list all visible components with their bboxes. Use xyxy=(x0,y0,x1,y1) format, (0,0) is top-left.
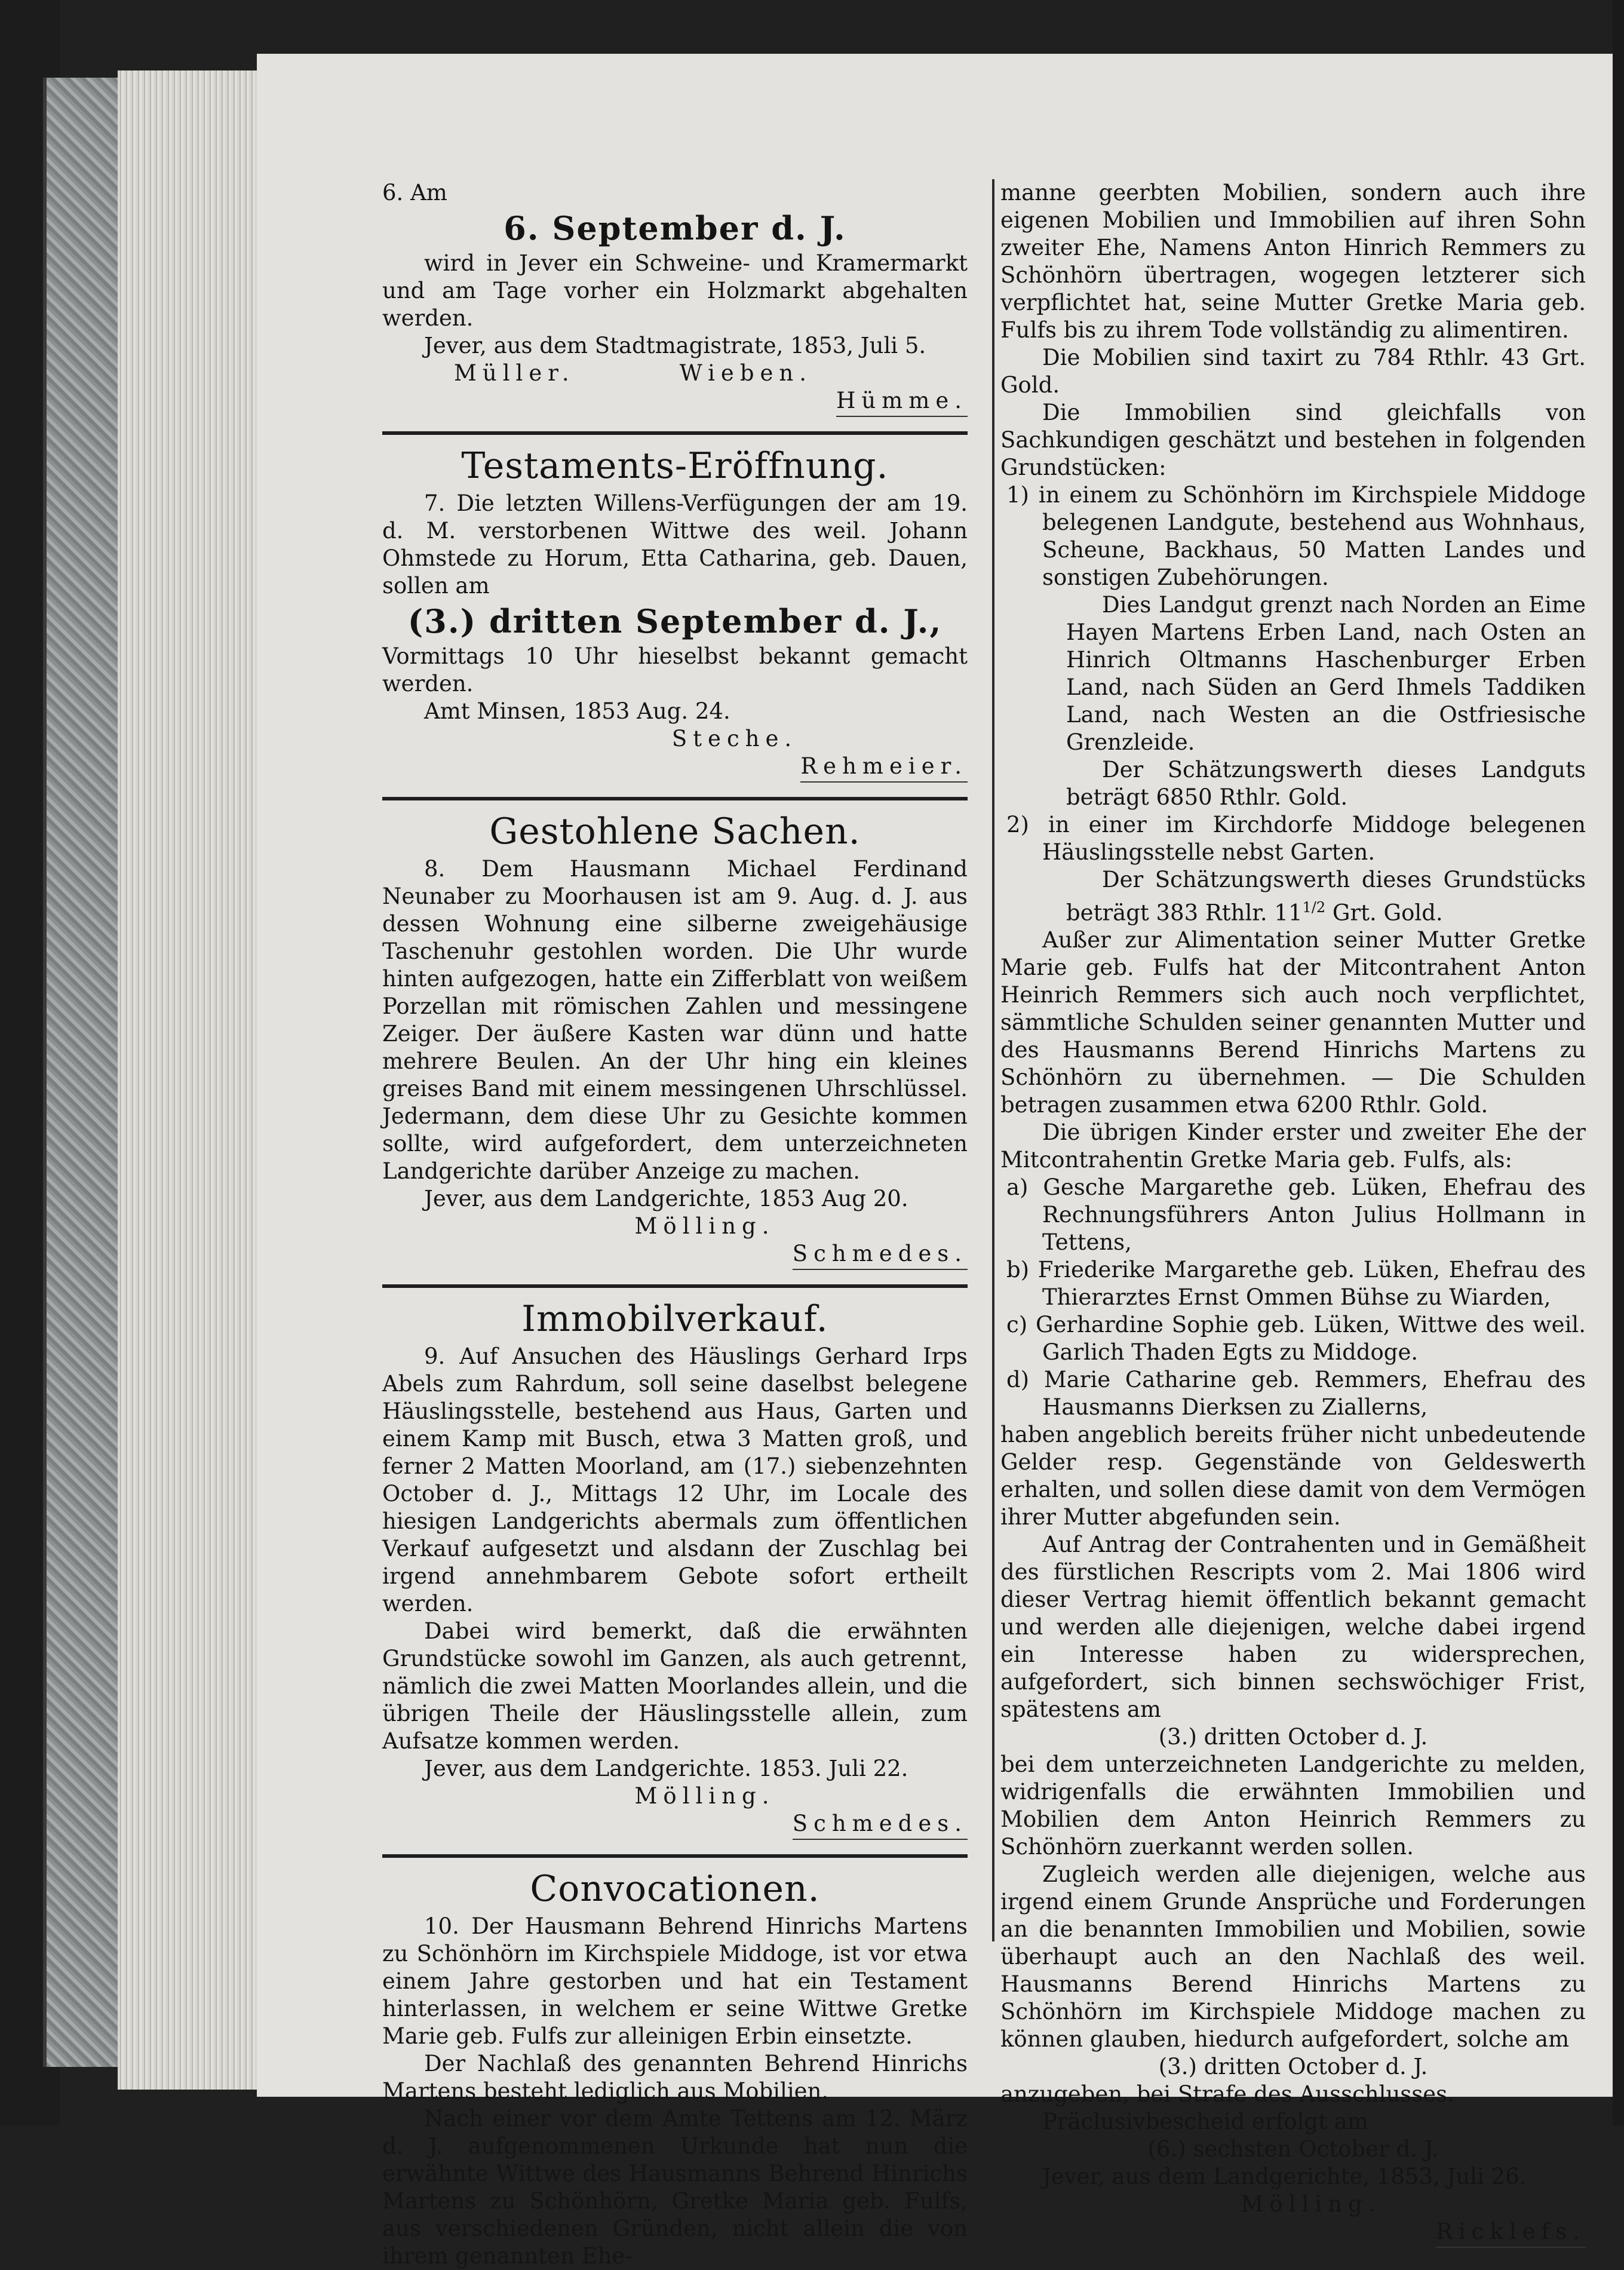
testament-notice xyxy=(382,443,968,783)
stolen-sig1-row xyxy=(382,1213,968,1240)
realestate-sig2-row xyxy=(382,1810,968,1840)
signature: Steche. xyxy=(671,726,798,751)
child-d: d) Marie Catharine geb. Remmers, Ehefrau des Hausmanns Dierksen zu Ziallerns, xyxy=(1006,1367,1586,1421)
marbled-cover-edge xyxy=(43,78,121,2067)
claims-paragraph: Zugleich werden alle diejenigen, welche aus irgend einem Grunde Ansprüche und Forderungen an die benannten Immobilien und Mobilien, sowie überhaupt auch an den Nachlaß des weil. Hausmanns Berend Hinrichs Martens zu Schönhörn im Kirchspiele Middoge machen zu können glauben, hiedurch aufgefordert, solche am xyxy=(1000,1861,1586,2053)
child-b: b) Friederike Margarethe geb. Lüken, Ehefrau des Thierarztes Ernst Ommen Bühse zu Wiarden, xyxy=(1006,1257,1586,1311)
section-rule xyxy=(382,431,968,435)
realestate-notice xyxy=(382,1296,968,1840)
right-column xyxy=(1000,179,1586,2248)
column-divider xyxy=(992,179,994,1941)
section-rule xyxy=(382,1284,968,1288)
signature: Schmedes. xyxy=(793,1240,968,1270)
signature: Hümme. xyxy=(836,387,968,417)
testament-heading: Testaments-Eröffnung. xyxy=(461,445,889,487)
market-clerk xyxy=(382,387,968,417)
realestate-heading: Immobilverkauf. xyxy=(521,1298,828,1340)
signature: Schmedes. xyxy=(793,1810,968,1840)
testament-text2: Vormittags 10 Uhr hieselbst bekannt gemacht werden. xyxy=(382,643,968,697)
children-settled: haben angeblich bereits früher nicht unbedeutende Gelder resp. Gegenstände von Geldeswerth erhalten, und sollen diese damit von dem Vermögen ihrer Mutter abgefunden sein. xyxy=(1000,1422,1586,1530)
stolen-place: Jever, aus dem Landgerichte, 1853 Aug 20. xyxy=(424,1186,908,1211)
stolen-sig2-row xyxy=(382,1240,968,1270)
child-c: c) Gerhardine Sophie geb. Lüken, Wittwe des weil. Garlich Thaden Egts zu Middoge. xyxy=(1006,1312,1586,1366)
children-intro: Die übrigen Kinder erster und zweiter Ehe der Mitcontrahentin Gretke Maria geb. Fulfs, als: xyxy=(1000,1119,1586,1173)
preclusion-note: Präclusivbescheid erfolgt am xyxy=(1042,2109,1368,2135)
child-a: a) Gesche Margarethe geb. Lüken, Ehefrau des Rechnungsführers Anton Julius Hollmann in Tettens, xyxy=(1006,1174,1586,1256)
property-item-1-value: Der Schätzungswerth dieses Landguts beträgt 6850 Rthlr. Gold. xyxy=(1066,757,1586,810)
testament-date: (3.) dritten September d. J., xyxy=(407,602,943,640)
market-text: wird in Jever ein Schweine- und Kramermarkt und am Tage vorher ein Holzmarkt abgehalten werden. xyxy=(382,250,968,331)
value-text: Der Schätzungswerth dieses Grundstücks beträgt 383 Rthlr. 11 xyxy=(1066,867,1586,926)
testament-place: Amt Minsen, 1853 Aug. 24. xyxy=(424,698,730,724)
testament-sig2-row xyxy=(382,753,968,783)
market-notice xyxy=(382,179,968,417)
court-sig2-row xyxy=(1000,2218,1586,2248)
property-item-1: 1) in einem zu Schönhörn im Kirchspiele Middoge belegenen Landgute, bestehend aus Wohnhaus, Scheune, Backhaus, 50 Matten Landes und sonstigen Zubehörungen. xyxy=(1006,482,1586,590)
right-margin-shadow xyxy=(1613,0,1624,2125)
market-date: 6. September d. J. xyxy=(504,209,846,247)
signature: Mölling. xyxy=(1241,2191,1382,2217)
stolen-notice xyxy=(382,809,968,1270)
section-rule xyxy=(382,797,968,800)
signature: Ricklefs. xyxy=(1436,2218,1586,2248)
signature: Mölling. xyxy=(634,1783,775,1809)
market-place: Jever, aus dem Stadtmagistrate, 1853, Juli 5. xyxy=(424,333,926,358)
market-intro: 6. Am xyxy=(382,180,447,205)
exclusion-note: anzugeben, bei Strafe des Ausschlusses. xyxy=(1000,2081,1454,2108)
stolen-heading: Gestohlene Sachen. xyxy=(489,811,861,852)
realestate-text: 9. Auf Ansuchen des Häuslings Gerhard Irps Abels zum Rahrdum, soll seine daselbst belegene Häuslingsstelle, bestehend aus Haus, Garten und einem Kamp mit Busch, etwa 3 Matten groß, und ferner 2 Matten Moorland, am (17.) siebenzehnten October d. J., Mittags 12 Uhr, im Locale des hiesigen Landgerichts abermals zum öffentlichen Verkauf aufgesetzt und alsdann der Zuschlag bei irgend annehmbarem Gebote sofort ertheilt werden. xyxy=(382,1343,968,1616)
testament-sig1-row xyxy=(382,725,968,753)
signature: Rehmeier. xyxy=(800,753,968,783)
section-rule xyxy=(382,1854,968,1858)
fraction: 1/2 xyxy=(1302,899,1326,916)
signature: Müller. xyxy=(454,360,575,386)
realestate-place: Jever, aus dem Landgerichte. 1853. Juli 22. xyxy=(424,1756,908,1781)
signature: Wieben. xyxy=(679,360,812,386)
convocations-text3: Nach einer vor dem Amte Tettens am 12. März d. J. aufgenommenen Urkunde hat nun die erwähnte Wittwe des Hausmanns Behrend Hinrichs Martens zu Schönhörn, Gretke Maria geb. Fulfs, aus verschiedenen Gründen, nicht allein die von ihrem genannten Ehe- xyxy=(382,2106,968,2269)
continued-paragraph: manne geerbten Mobilien, sondern auch ihre eigenen Mobilien und Immobilien auf ihren Sohn zweiter Ehe, Namens Anton Hinrich Remmers zu Schönhörn übertragen, wogegen letzterer sich verpflichtet hat, seine Mutter Gretke Maria geb. Fulfs bis zu ihrem Tode vollständig zu alimentiren. xyxy=(1000,180,1586,343)
convocations-notice xyxy=(382,1866,968,2270)
convocations-heading: Convocationen. xyxy=(530,1868,820,1910)
immobilien-intro: Die Immobilien sind gleichfalls von Sachkundigen geschätzt und bestehen in folgenden Grundstücken: xyxy=(1000,400,1586,480)
signature: Mölling. xyxy=(634,1213,775,1239)
contract-announcement: Auf Antrag der Contrahenten und in Gemäßheit des fürstlichen Rescripts vom 2. Mai 1806 wird dieser Vertrag hiemit öffentlich bekannt gemacht und werden alle diejenigen, welche dabei irgend ein Interesse haben zu widersprechen, aufgefordert, sich binnen sechswöchiger Frist, spätestens am xyxy=(1000,1532,1586,1723)
property-item-1-borders: Dies Landgut grenzt nach Norden an Eime Hayen Martens Erben Land, nach Osten an Hinrich Oltmanns Haschenburger Erben Land, nach Süden an Gerd Ihmels Taddiken Land, nach Westen an die Ostfriesische Grenzleide. xyxy=(1066,592,1586,755)
debts-paragraph: Außer zur Alimentation seiner Mutter Gretke Marie geb. Fulfs hat der Mitcontrahent Anton Heinrich Remmers sich auch noch verpflichtet, sämmtliche Schulden seiner genannten Mutter und des Hausmanns Berend Hinrichs Martens zu Schönhörn zu übernehmen. — Die Schulden betragen zusammen etwa 6200 Rthlr. Gold. xyxy=(1000,927,1586,1118)
stolen-text: 8. Dem Hausmann Michael Ferdinand Neunaber zu Moorhausen ist am 9. Aug. d. J. aus dessen Wohnung eine silberne zweigehäusige Taschenuhr gestohlen worden. Die Uhr wurde hinten aufgezogen, hatte ein Zifferblatt von weißem Porzellan mit römischen Zahlen und messingene Zeiger. Der äußere Kasten war dünn und hatte mehrere Beulen. An der Uhr hing ein kleines greises Band mit einem messingenen Uhrschlüssel. Jedermann, dem diese Uhr zu Gesichte kommen sollte, wird aufgefordert, dem unterzeichneten Landgerichte darüber Anzeige zu machen. xyxy=(382,856,968,1184)
preclusion-date: (6.) sechsten October d. J. xyxy=(1147,2136,1439,2162)
court-sig1-row xyxy=(1000,2191,1586,2218)
property-item-2: 2) in einer im Kirchdorfe Middoge belegenen Häuslingsstelle nebst Garten. xyxy=(1006,812,1586,865)
value-text-end: Grt. Gold. xyxy=(1325,900,1443,926)
deadline-date-2: (3.) dritten October d. J. xyxy=(1158,2054,1428,2080)
court-place: Jever, aus dem Landgerichte, 1853, Juli 26. xyxy=(1042,2164,1527,2190)
left-column xyxy=(382,179,968,2270)
deadline-date-1: (3.) dritten October d. J. xyxy=(1158,1724,1428,1750)
realestate-sig1-row xyxy=(382,1783,968,1810)
realestate-text2: Dabei wird bemerkt, daß die erwähnten Grundstücke sowohl im Ganzen, als auch getrennt, nämlich die zwei Matten Moorlandes allein, und die übrigen Theile der Häuslingsstelle allein, zum Aufsatze kommen werden. xyxy=(382,1618,968,1754)
registration-paragraph: bei dem unterzeichneten Landgerichte zu melden, widrigenfalls die erwähnten Immobilien und Mobilien dem Anton Heinrich Remmers zu Schönhörn zuerkannt werden sollen. xyxy=(1000,1751,1586,1860)
testament-text: 7. Die letzten Willens-Verfügungen der am 19. d. M. verstorbenen Wittwe des weil. Johann Ohmstede zu Horum, Etta Catharina, geb. Dauen, sollen am xyxy=(382,490,968,599)
page-edges xyxy=(118,70,261,2090)
convocations-text: 10. Der Hausmann Behrend Hinrichs Martens zu Schönhörn im Kirchspiele Middoge, ist vor etwa einem Jahre gestorben und hat ein Testament hinterlassen, in welchem er seine Wittwe Gretke Marie geb. Fulfs zur alleinigen Erbin einsetzte. xyxy=(382,1913,968,2049)
convocations-text2: Der Nachlaß des genannten Behrend Hinrichs Martens besteht lediglich aus Mobilien. xyxy=(382,2051,968,2104)
market-signatures xyxy=(382,360,968,387)
property-item-2-value xyxy=(1000,866,1586,927)
mobilien-value: Die Mobilien sind taxirt zu 784 Rthlr. 43 Grt. Gold. xyxy=(1000,345,1586,398)
